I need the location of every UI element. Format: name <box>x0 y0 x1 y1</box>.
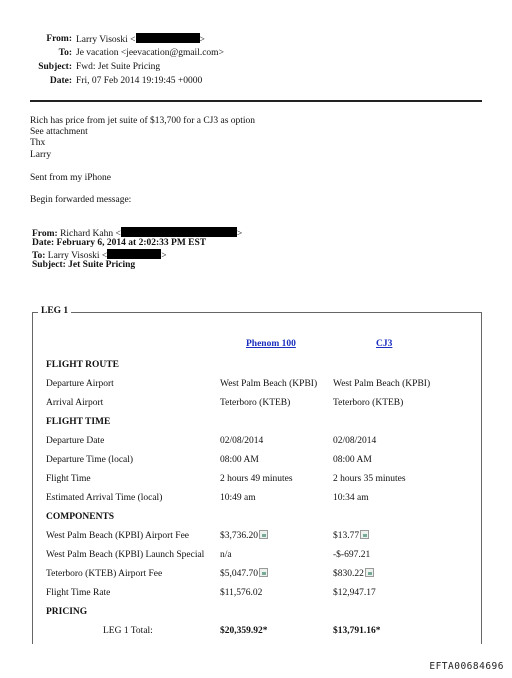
cell-value: $11,576.02 <box>220 588 263 598</box>
date-value: Fri, 07 Feb 2014 19:19:45 +0000 <box>76 76 203 86</box>
row-label: Flight Time Rate <box>46 588 111 598</box>
cell-value: -$-697.21 <box>333 550 371 560</box>
fwd-subject-row <box>32 260 135 272</box>
section-heading: PRICING <box>46 607 88 617</box>
fwd-subject-value: Jet Suite Pricing <box>68 260 136 270</box>
cell-value: n/a <box>220 550 232 560</box>
cell-value: $5,047.70 <box>220 569 258 579</box>
column-header-cj3[interactable]: CJ3 <box>376 339 393 349</box>
row-label: Departure Date <box>46 436 105 446</box>
fwd-date-row <box>32 238 206 250</box>
cell-cj3 <box>333 568 374 580</box>
subject-value: Fwd: Jet Suite Pricing <box>76 62 161 72</box>
broken-image-icon <box>259 568 268 577</box>
column-header-phenom-100[interactable]: Phenom 100 <box>246 339 296 349</box>
header-date-row <box>0 75 202 88</box>
row-label: Teterboro (KTEB) Airport Fee <box>46 569 163 579</box>
fwd-to-row: To: Larry Visoski < > <box>32 251 167 261</box>
redaction-block <box>121 227 237 237</box>
cell-value: $13.77 <box>333 531 360 541</box>
cell-cj3 <box>333 397 403 409</box>
cell-value: 08:00 AM <box>333 455 372 465</box>
cell-cj3 <box>333 549 370 561</box>
header-to-row <box>0 47 224 60</box>
broken-image-icon <box>360 530 369 539</box>
broken-image-icon <box>365 568 374 577</box>
from-value: Larry Visoski < > <box>76 35 205 45</box>
cell-phenom-100 <box>220 454 259 466</box>
header-subject-row <box>0 61 160 74</box>
document-id: EFTA00684696 <box>429 661 504 672</box>
cell-cj3 <box>333 530 369 542</box>
cell-phenom-100 <box>220 492 256 504</box>
begin-forwarded: Begin forwarded message: <box>30 195 132 205</box>
row-label: Departure Time (local) <box>46 455 134 465</box>
row-label: Departure Airport <box>46 379 114 389</box>
cell-value: $13,791.16* <box>333 626 381 636</box>
sent-from: Sent from my iPhone <box>30 173 112 183</box>
cell-value: $20,359.92* <box>220 626 268 636</box>
body-line-4: Larry <box>30 150 52 160</box>
row-label: Estimated Arrival Time (local) <box>46 493 163 503</box>
cell-phenom-100 <box>220 549 232 561</box>
section-heading: FLIGHT TIME <box>46 417 111 427</box>
redaction-block <box>136 33 200 43</box>
fwd-date-label: Date: <box>32 238 55 248</box>
row-label: West Palm Beach (KPBI) Airport Fee <box>46 531 190 541</box>
cell-value: 10:34 am <box>333 493 369 503</box>
section-heading: COMPONENTS <box>46 512 115 522</box>
body-line-3: Thx <box>30 138 46 148</box>
cell-value: Teterboro (KTEB) <box>333 398 404 408</box>
row-label: West Palm Beach (KPBI) Launch Special <box>46 550 205 560</box>
cell-phenom-100 <box>220 568 268 580</box>
cell-value: 02/08/2014 <box>333 436 377 446</box>
row-label: Arrival Airport <box>46 398 104 408</box>
cell-phenom-100 <box>220 530 268 542</box>
cell-value: Teterboro (KTEB) <box>220 398 291 408</box>
row-label: Flight Time <box>46 474 91 484</box>
cell-phenom-100 <box>220 625 268 637</box>
body-line-2: See attachment <box>30 127 88 137</box>
cell-phenom-100 <box>220 473 293 485</box>
header-from-row <box>0 33 205 47</box>
cell-value: 2 hours 35 minutes <box>333 474 406 484</box>
fwd-from-row: From: Richard Kahn < > <box>32 229 243 239</box>
cell-cj3 <box>333 378 430 390</box>
cell-cj3 <box>333 625 381 637</box>
subject-label: Subject: <box>38 62 72 72</box>
cell-value: $12,947.17 <box>333 588 376 598</box>
date-label: Date: <box>49 76 72 86</box>
cell-value: West Palm Beach (KPBI) <box>333 379 431 389</box>
body-line-1: Rich has price from jet suite of $13,700 for a CJ3 as option <box>30 116 256 126</box>
redaction-block <box>107 249 161 259</box>
cell-cj3 <box>333 454 372 466</box>
cell-value: West Palm Beach (KPBI) <box>220 379 318 389</box>
fwd-to-label: To: <box>32 251 46 261</box>
header-divider <box>30 100 482 102</box>
to-label: To: <box>58 48 72 58</box>
row-label: LEG 1 Total: <box>103 626 153 636</box>
cell-value: 08:00 AM <box>220 455 259 465</box>
from-label: From: <box>46 34 72 44</box>
cell-value: $830.22 <box>333 569 364 579</box>
cell-cj3 <box>333 473 406 485</box>
cell-cj3 <box>333 435 376 447</box>
to-value: Je vacation <jeevacation@gmail.com> <box>76 48 224 58</box>
cell-value: 10:49 am <box>220 493 256 503</box>
cell-phenom-100 <box>220 378 317 390</box>
cell-value: $3,736.20 <box>220 531 258 541</box>
leg-title: LEG 1 <box>38 305 71 318</box>
fwd-date-value: February 6, 2014 at 2:02:33 PM EST <box>56 238 207 248</box>
cell-phenom-100 <box>220 435 263 447</box>
cell-cj3 <box>333 587 376 599</box>
cell-value: 02/08/2014 <box>220 436 264 446</box>
section-heading: FLIGHT ROUTE <box>46 360 119 370</box>
cell-phenom-100 <box>220 587 262 599</box>
cell-value: 2 hours 49 minutes <box>220 474 293 484</box>
broken-image-icon <box>259 530 268 539</box>
fwd-from-label: From: <box>32 229 58 239</box>
cell-cj3 <box>333 492 369 504</box>
cell-phenom-100 <box>220 397 290 409</box>
fwd-subject-label: Subject: <box>32 260 66 270</box>
